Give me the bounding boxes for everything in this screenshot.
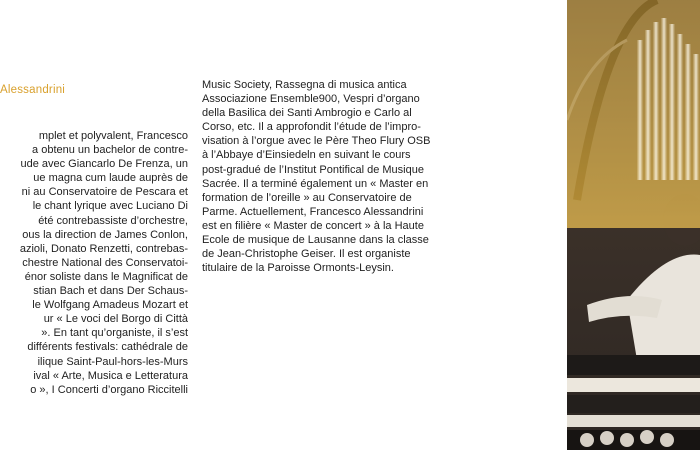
text-line: stian Bach et dans Der Schaus- [33,285,188,298]
text-line: Music Society, Rassegna di musica antica [202,79,407,91]
text-line: Ecole de musique de Lausanne dans la classe [202,234,429,247]
heading-text: Alessandrini [0,84,66,96]
text-line: le chant lyrique avec Luciano Di [32,200,188,213]
left-text-column [0,129,188,397]
text-line: été contrebassiste d’orchestre, [38,214,188,227]
text-line: ude avec Giancarlo De Frenza, un [20,158,188,171]
text-line: Associazione Ensemble900, Vespri d’organo [202,93,420,106]
text-line: a obtenu un bachelor de contre- [32,144,188,157]
section-heading [0,84,65,96]
text-line: différents festivals: cathédrale de [27,341,188,354]
text-line: énor soliste dans le Magnificat de [24,270,188,283]
text-line: azioli, Donato Renzetti, contrebas- [19,242,188,255]
text-line: post-gradué de l’Institut Pontifical de Musique [202,163,424,176]
right-text-column [202,78,430,275]
text-line: ur « Le voci del Borgo di Città [43,313,188,326]
text-line: ue magna cum laude auprès de [33,172,188,185]
text-line: Parme. Actuellement, Francesco Alessandrini [202,205,424,218]
text-line: est en filière « Master de concert » à la Haute [202,219,424,232]
text-line: visation à l’orgue avec le Père Theo Flury OSB [202,135,431,148]
text-line: mplet et polyvalent, Francesco [38,130,188,142]
text-line: o », I Concerti d’organo Riccitelli [30,383,188,396]
text-line: ». En tant qu’organiste, il s’est [41,327,188,340]
text-line: chestre National des Conservatoi- [22,256,188,269]
text-line: ous la direction de James Conlon, [22,228,188,241]
text-line: de Jean-Christophe Geiser. Il est organiste [202,248,411,261]
text-line: le Wolfgang Amadeus Mozart et [32,299,188,312]
text-line: Corso, etc. Il a approfondit l’étude de l’impro- [202,121,421,134]
text-line: à l’Abbaye d’Einsiedeln en suivant le cours [202,149,411,162]
text-line: formation de l’oreille » au Conservatoire de [202,191,412,204]
gold-color-overlay [567,0,700,228]
text-line: ni au Conservatoire de Pescara et [21,186,188,199]
text-line: Sacrée. Il a terminé également un « Master en [202,177,429,190]
text-line: della Basilica dei Santi Ambrogio e Carlo al [202,107,412,120]
text-line: ival « Arte, Musica e Letteratura [33,369,188,382]
text-line: ilique Saint-Paul-hors-les-Murs [37,355,188,368]
text-line: titulaire de la Paroisse Ormonts-Leysin. [202,262,394,275]
